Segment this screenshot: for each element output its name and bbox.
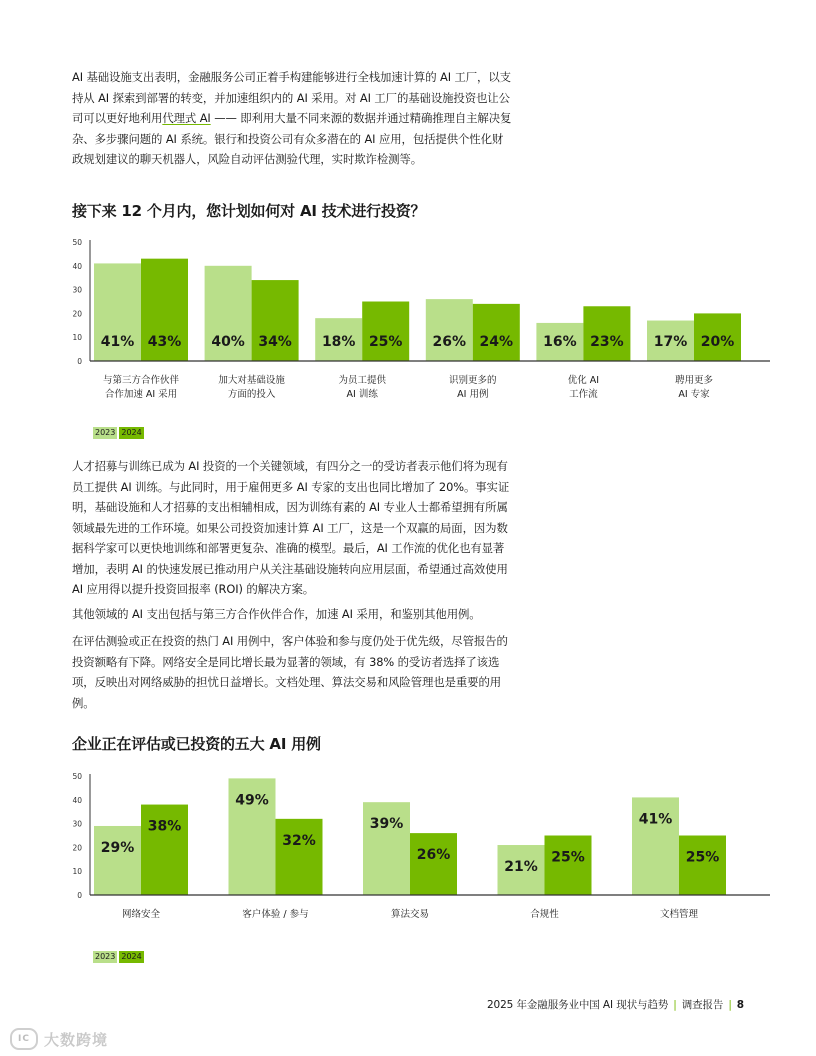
category-label: 算法交易	[390, 909, 430, 920]
category-label: 方面的投入	[227, 389, 276, 400]
data-label: 20%	[700, 334, 735, 350]
legend-2023: 2023	[95, 428, 116, 437]
watermark-logo-icon: IC	[10, 1028, 38, 1050]
paragraph-talent: 人才招募与训练已成为 AI 投资的一个关键领域，有四分之一的受访者表示他们将为现有员工提供 AI 训练。与此同时，用于雇佣更多 AI 专家的支出也同比增加了 20%。事实证明，基础设施和人才招募的支出相辅相成，因为训练有素的 AI 专业人士都希望拥有所属领域最先进的工作环境。如果公司投资加速计算 AI 工厂，这是一个双赢的局面，因为数据科学家可以更快地训练和部署更复杂、准确的模型。最后，AI 工作流的优化也有显著增加，表明 AI 的快速发展已推动用户从关注基础设施转向应用层面，希望通过高效使用 AI 应用得以提升投资回报率 (ROI) 的解决方案。	[72, 459, 510, 596]
legend-2024: 2024	[121, 428, 142, 437]
category-label: 合作加速 AI 采用	[104, 389, 178, 400]
data-label: 21%	[504, 859, 538, 876]
bar-2024	[362, 302, 409, 362]
y-tick-label: 10	[72, 867, 82, 877]
chart-investment-plans	[60, 232, 780, 412]
footer-separator: |	[673, 999, 677, 1011]
paragraph-other-spending: 其他领域的 AI 支出包括与第三方合作伙伴合作，加速 AI 采用，和鉴别其他用例。	[72, 607, 481, 621]
y-tick-label: 0	[77, 357, 82, 366]
bar-2024	[276, 819, 323, 895]
y-tick-label: 20	[72, 309, 82, 319]
category-label: 与第三方合作伙伴	[102, 375, 180, 386]
data-label: 38%	[147, 818, 182, 835]
data-label: 41%	[638, 811, 673, 828]
chart1-title: 接下来 12 个月内，您计划如何对 AI 技术进行投资？	[72, 202, 426, 220]
footer-report-title: 2025 年金融服务业中国 AI 现状与趋势	[486, 999, 669, 1011]
y-tick-label: 50	[72, 238, 82, 247]
category-label: 识别更多的	[449, 375, 497, 386]
bar-2023	[426, 299, 473, 361]
chart-top-use-cases-svg	[60, 766, 780, 931]
category-label: AI 训练	[346, 389, 378, 400]
chart1-legend	[93, 427, 144, 439]
data-label: 25%	[685, 849, 720, 866]
paragraph-text: AI 基础设施支出表明，金融服务公司正着手构建能够进行全栈加速计算的 AI 工厂，以支持从 AI 探索到部署的转变，并加速组织内的 AI 采用。对 AI 工厂的基础设施投资也让公司可以更好地利用	[72, 70, 511, 125]
data-label: 18%	[321, 334, 356, 350]
data-label: 23%	[590, 334, 624, 350]
data-label: 43%	[147, 334, 182, 350]
y-tick-label: 40	[72, 795, 82, 805]
paragraph-text: —— 即利用大量不同来源的数据并通过精确推理自主解决复杂、多步骤问题的 AI 系统。银行和投资公司有众多潜在的 AI 应用，包括提供个性化财政规划建议的聊天机器人，风险自动评估测验代理，实时欺诈检测等。	[72, 111, 512, 166]
y-tick-label: 20	[72, 843, 82, 853]
category-label: 优化 AI	[567, 375, 600, 386]
agentic-ai-link[interactable]: 代理式 AI	[162, 111, 211, 125]
category-label: AI 专家	[678, 389, 710, 400]
data-label: 24%	[479, 334, 514, 350]
category-label: 加大对基础设施	[218, 375, 285, 386]
bar-2023	[94, 826, 141, 895]
chart2-legend	[93, 951, 144, 963]
data-label: 26%	[432, 334, 467, 350]
y-tick-label: 0	[77, 891, 82, 900]
paragraph-use-cases: 在评估测验或正在投资的热门 AI 用例中，客户体验和参与度仍处于优先级，尽管报告的投资额略有下降。网络安全是同比增长最为显著的领域，有 38% 的受访者选择了该选项，反映出对网络威胁的担忧日益增长。文档处理、算法交易和风险管理也是重要的用例。	[72, 634, 508, 710]
category-label: 客户体验 / 参与	[242, 909, 309, 920]
data-label: 25%	[368, 334, 403, 350]
category-label: 为员工提供	[338, 375, 386, 386]
paragraph-intro	[72, 67, 512, 170]
chart-investment-plans-svg	[60, 232, 780, 412]
y-tick-label: 30	[72, 285, 82, 295]
footer-section: 调查报告	[681, 999, 724, 1011]
y-tick-label: 40	[72, 261, 82, 271]
category-label: 聘用更多	[674, 375, 714, 386]
data-label: 40%	[211, 334, 245, 350]
category-label: 合规性	[530, 909, 559, 920]
y-tick-label: 10	[72, 333, 82, 343]
chart-top-use-cases	[60, 766, 780, 931]
data-label: 41%	[100, 334, 135, 350]
page-footer	[487, 997, 744, 1012]
y-tick-label: 30	[72, 819, 82, 829]
legend-2024: 2024	[121, 952, 142, 961]
category-label: 网络安全	[121, 909, 161, 920]
data-label: 26%	[416, 847, 451, 864]
y-tick-label: 50	[72, 772, 82, 781]
data-label: 25%	[551, 849, 585, 866]
category-label: AI 用例	[457, 389, 489, 400]
bar-2024	[473, 304, 520, 361]
chart2-title: 企业正在评估或已投资的五大 AI 用例	[72, 735, 321, 753]
watermark-text: 大数跨境	[44, 1030, 109, 1049]
category-label: 文档管理	[659, 909, 699, 920]
data-label: 49%	[235, 792, 269, 809]
data-label: 34%	[258, 334, 292, 350]
page-number: 8	[736, 999, 744, 1011]
legend-2023: 2023	[95, 952, 116, 961]
data-label: 17%	[653, 334, 688, 350]
bar-2024	[410, 833, 457, 895]
category-label: 工作流	[569, 389, 598, 400]
data-label: 39%	[369, 816, 404, 833]
watermark	[10, 1028, 108, 1050]
footer-separator: |	[728, 999, 732, 1011]
data-label: 32%	[282, 832, 316, 849]
data-label: 29%	[100, 839, 135, 856]
data-label: 16%	[543, 334, 577, 350]
